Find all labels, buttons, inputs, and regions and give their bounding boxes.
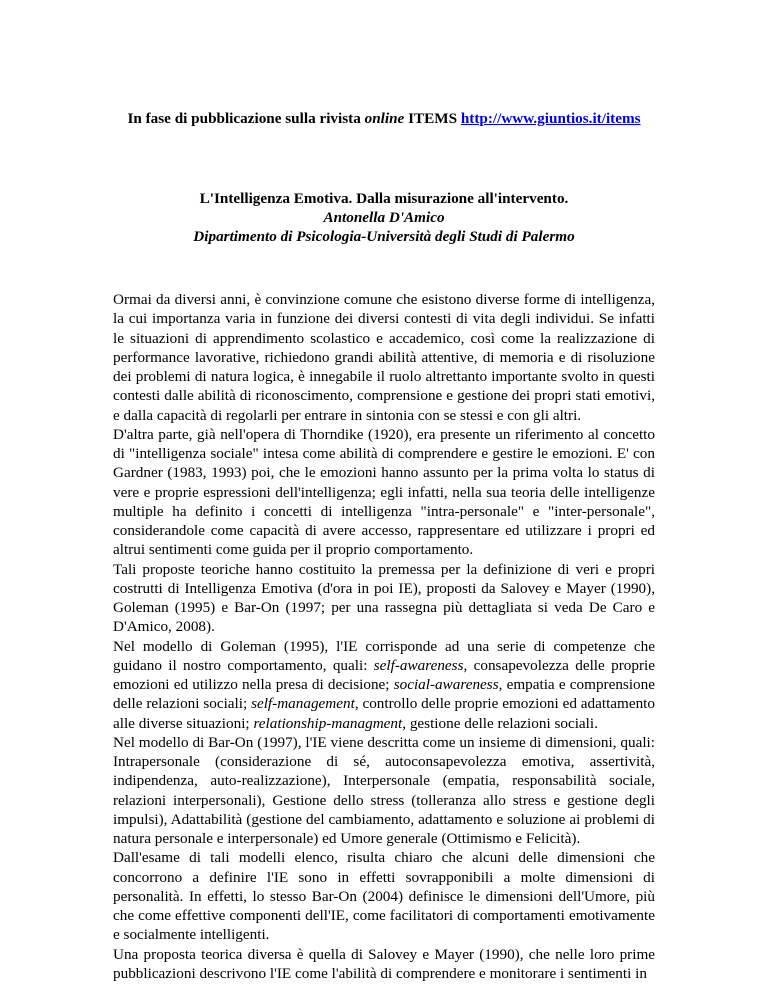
article-heading <box>0 189 768 246</box>
paragraph-4-desc-1: , consapevolezza delle proprie emozioni ed utilizzo nella presa di decisione; <box>113 656 655 693</box>
term-relationship-management: relationship-managment <box>253 714 403 732</box>
publication-prefix: In fase di pubblicazione sulla rivista <box>127 110 365 127</box>
article-title: L'Intelligenza Emotiva. Dalla misurazione all'intervento. <box>199 190 569 207</box>
article-author: Antonella D'Amico <box>323 209 445 226</box>
paragraph-6: Dall'esame di tali modelli elenco, risulta chiaro che alcuni delle dimensioni che concorrono a definire l'IE sono in effetti sovrapponibili a molte dimensioni di personalità. In effetti, lo stesso Bar-On (2004) definisce le dimensioni dell'Umore, più che come effettive componenti dell'IE, come facilitatori di comportamenti emotivamente e socialmente intelligenti. <box>113 849 655 944</box>
paragraph-4-desc-3: , controllo delle proprie emozioni ed adattamento alle diverse situazioni; <box>113 695 655 732</box>
term-self-awareness: self-awareness <box>373 656 464 674</box>
article-affiliation: Dipartimento di Psicologia-Università degli Studi di Palermo <box>193 228 575 245</box>
paragraph-4-desc-4: , gestione delle relazioni sociali. <box>402 714 598 732</box>
paragraph-3: Tali proposte teoriche hanno costituito la premessa per la definizione di veri e propri costrutti di Intelligenza Emotiva (d'ora in poi IE), proposti da Salovey e Mayer (1990), Goleman (1995) e Bar-On (1997; per una rassegna più dettagliata si veda De Caro e D'Amico, 2008). <box>113 560 655 636</box>
paragraph-4-intro: Nel modello di Goleman (1995), l'IE corrisponde ad una serie di competenze che guidano il nostro comportamento, quali: <box>113 637 655 674</box>
term-self-management: self-management <box>251 695 355 713</box>
publication-online: online <box>364 110 405 127</box>
article-body <box>113 290 655 983</box>
paragraph-4 <box>113 637 655 733</box>
publication-notice <box>0 110 768 128</box>
paragraph-1: Ormai da diversi anni, è convinzione comune che esistono diverse forme di intelligenza, la cui importanza varia in funzione dei diversi contesti di vita degli individui. Se infatti le situazioni di apprendimento scolastico e accademico, così come la realizzazione di performance lavorative, richiedono grandi abilità attentive, di memoria e di risoluzione dei problemi di natura logica, è innegabile il ruolo altrettanto importante svolto in questi contesti dalle abilità di riconoscimento, comprensione e gestione dei propri stati emotivi, e dalla capacità di regolarli per entrare in sintonia con se stessi e con gli altri. <box>113 291 655 424</box>
paragraph-2: D'altra parte, già nell'opera di Thorndike (1920), era presente un riferimento al concetto di "intelligenza sociale" intesa come abilità di comprendere e gestire le emozioni. E' con Gardner (1983, 1993) poi, che le emozioni hanno assunto per la prima volta lo status di vere e proprie espressioni dell'intelligenza; egli infatti, nella sua teoria delle intelligenze multiple ha definito i concetti di intelligenza "intra-personale" e "inter-personale", considerandole come capacità di avere accesso, rappresentare ed utilizzare i propri ed altrui sentimenti come guida per il proprio comportamento. <box>113 425 655 559</box>
publication-journal: ITEMS <box>404 110 461 127</box>
term-social-awareness: social-awareness <box>393 676 499 693</box>
paragraph-5: Nel modello di Bar-On (1997), l'IE viene descritta come un insieme di dimensioni, quali: Intrapersonale (considerazione di sé, autoconsapevolezza emotiva, assertività, indipendenza, auto-realizzazione), Interpersonale (empatia, responsabilità sociale, relazioni interpersonali), Gestione dello stress (tolleranza allo stress e gestione degli impulsi), Adattabilità (gestione del cambiamento, adattamento e soluzione ai problemi di natura personale e interpersonale) ed Umore generale (Ottimismo e Felicità). <box>113 733 655 847</box>
paragraph-7: Una proposta teorica diversa è quella di Salovey e Mayer (1990), che nelle loro prime pubblicazioni descrivono l'IE come l'abilità di comprendere e monitorare i sentimenti in <box>113 945 655 982</box>
journal-link[interactable]: http://www.giuntios.it/items <box>460 110 641 127</box>
paragraph-4-desc-2: , empatia e comprensione delle relazioni sociali; <box>113 676 655 713</box>
